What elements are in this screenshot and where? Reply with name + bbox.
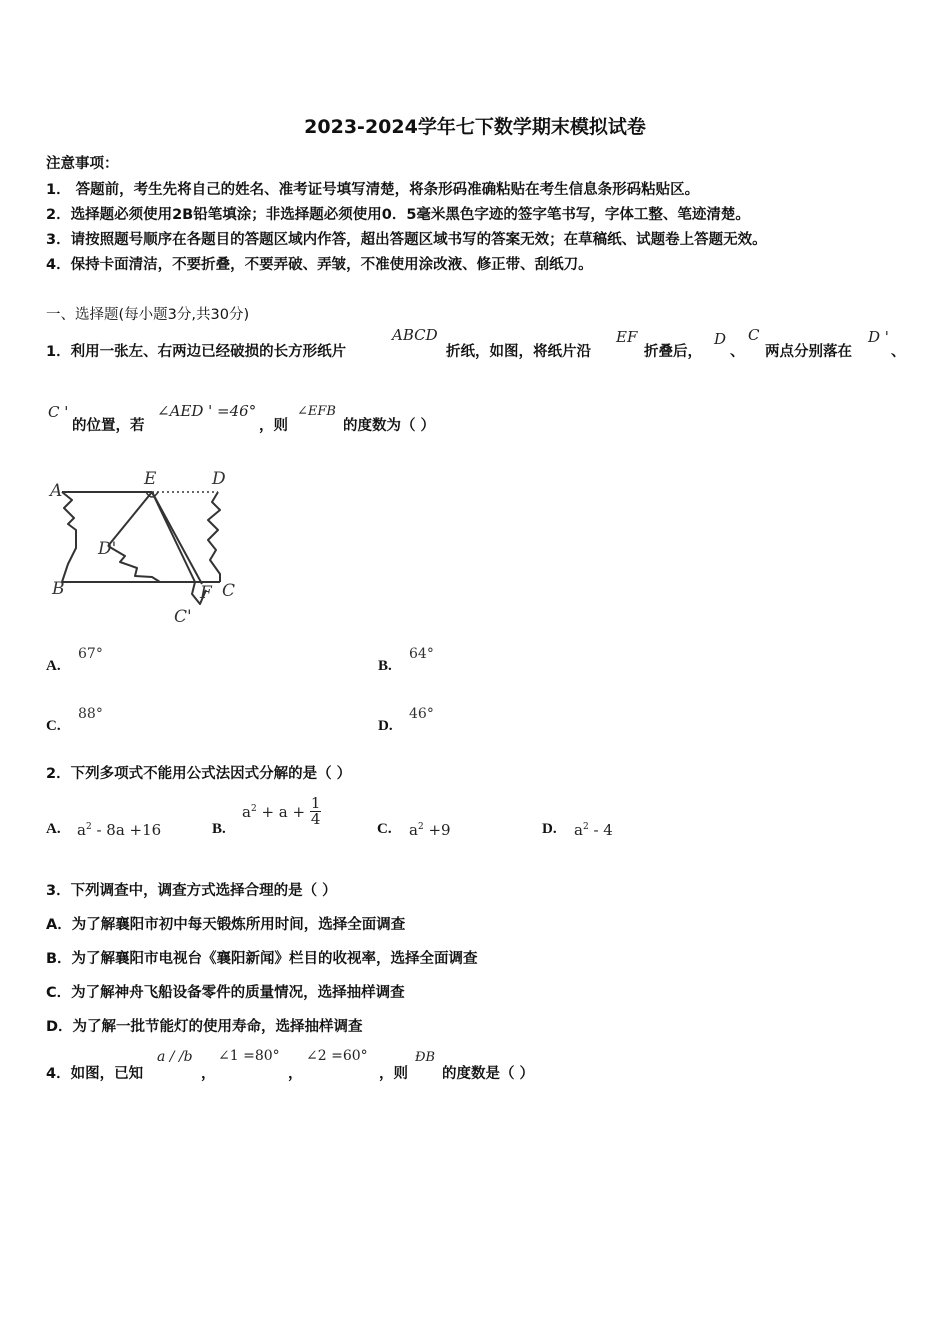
q4-text: 的度数是（ ） [442,1066,535,1082]
q1-text: 1．利用一张左、右两边已经破损的长方形纸片 [46,344,347,360]
q1-math: D ' [868,328,889,346]
q4-text: 4．如图，已知 [46,1066,144,1082]
label-c-prime: C' [174,607,192,627]
q1-option-a-value: 67° [78,646,103,662]
q2-option-a-label: A. [46,821,61,837]
page-title: 2023-2024学年七下数学期末模拟试卷 [304,116,646,138]
label-c: C [222,581,236,601]
notice-item: 4．保持卡面清洁，不要折叠，不要弄破、弄皱，不准使用涂改液、修正带、刮纸刀。 [46,257,593,273]
q1-text: 的位置，若 [72,418,145,434]
q2-option-d-expr: $a^2 - 4$ [574,821,613,839]
q1-option-b-value: 64° [409,646,434,662]
q2-option-c-expr: $a^2 +9$ [409,821,451,839]
q4-math: a / /b [157,1049,193,1065]
torn-edge-right [208,492,220,582]
q2-option-d-label: D. [542,821,557,837]
label-a: A [50,481,63,501]
q1-option-a-label: A. [46,658,61,674]
notice-item: 1． 答题前，考生先将自己的姓名、准考证号填写清楚，将条形码准确粘贴在考生信息条形码粘贴区。 [46,182,700,198]
q3-option-b: B．为了解襄阳市电视台《襄阳新闻》栏目的收视率，选择全面调查 [46,951,478,967]
q1-math: EF [616,328,638,346]
q4-text: ， [201,1066,216,1082]
q1-text: 两点分别落在 [765,344,852,360]
q3-option-d: D．为了解一批节能灯的使用寿命，选择抽样调查 [46,1019,363,1035]
q1-text: 折纸，如图，将纸片沿 [446,344,591,360]
q1-option-b-label: B. [378,658,392,674]
notice-item: 3．请按照题号顺序在各题目的答题区域内作答，超出答题区域书写的答案无效；在草稿纸、试题卷上答题无效。 [46,232,767,248]
label-b: B [52,579,65,599]
q1-option-c-label: C. [46,718,61,734]
notice-heading: 注意事项： [46,156,119,172]
label-d-prime: D' [98,539,117,559]
q1-math: C ' [48,403,69,421]
label-e: E [144,469,157,489]
notice-item: 2．选择题必须使用2B铅笔填涂；非选择题必须使用0．5毫米黑色字迹的签字笔书写，字体工整、笔迹清楚。 [46,207,750,223]
q2-option-b-label: B. [212,821,226,837]
q1-option-c-value: 88° [78,706,103,722]
edge-ed-prime [108,492,152,546]
q3-stem: 3．下列调查中，调查方式选择合理的是（ ） [46,883,337,899]
q2-option-b-expr: $a^2 + a$ + $\frac{1}{4}$ [242,794,321,828]
q3-option-a: A．为了解襄阳市初中每天锻炼所用时间，选择全面调查 [46,917,406,933]
q2-stem: 2．下列多项式不能用公式法因式分解的是（ ） [46,766,352,782]
q3-option-c: C．为了解神舟飞船设备零件的质量情况，选择抽样调查 [46,985,405,1001]
q1-figure [40,464,250,630]
q1-option-d-label: D. [378,718,393,734]
section-heading: 一、选择题(每小题3分,共30分) [46,307,250,323]
q1-text: 、 [730,344,745,360]
q4-math: ∠1 =80° [218,1048,280,1064]
q1-option-d-value: 46° [409,706,434,722]
torn-edge-left [62,492,76,582]
q1-text: 、 [891,344,906,360]
q1-text: 的度数为（ ） [343,418,436,434]
q2-option-c-label: C. [377,821,392,837]
label-f: F [200,583,212,603]
q1-text: 折叠后， [644,344,702,360]
q2-option-a-expr: $a^2 - 8a +16$ [77,821,162,839]
q1-math: D [714,330,727,348]
q1-math: ABCD [392,326,438,344]
q4-text: ， [288,1066,303,1082]
q1-math: ∠EFB [297,404,336,419]
fraction-one-quarter: $\frac{1}{4}$ [310,794,321,828]
q4-text: ，则 [379,1066,408,1082]
q1-text: ，则 [259,418,288,434]
q4-math: ∠2 =60° [306,1048,368,1064]
q4-math: ÐB [415,1050,436,1065]
q1-math: C [748,326,760,344]
label-d: D [212,469,226,489]
q1-math: ∠AED ' =46° [157,402,257,420]
edge-ec-prime [152,492,195,582]
